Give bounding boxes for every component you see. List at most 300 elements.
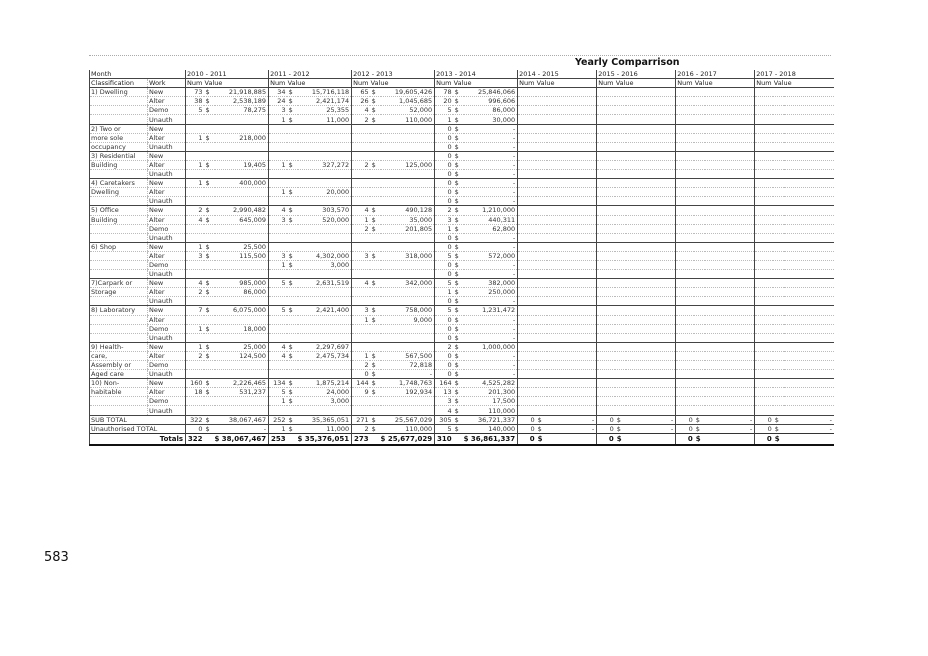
- value-cell: [298, 124, 352, 133]
- value-cell: [705, 242, 755, 251]
- currency-cell: $: [204, 133, 215, 142]
- currency-cell: [773, 388, 784, 397]
- value-cell: [298, 151, 352, 160]
- value-cell: 303,570: [298, 206, 352, 215]
- num-cell: 38: [186, 97, 204, 106]
- num-cell: [352, 260, 370, 269]
- currency-cell: [773, 88, 784, 97]
- currency-cell: $: [370, 97, 381, 106]
- value-cell: 17,500: [464, 397, 518, 406]
- value-cell: [298, 142, 352, 151]
- table-row: [90, 370, 835, 379]
- currency-cell: $: [204, 215, 215, 224]
- num-cell: 1: [269, 160, 287, 169]
- num-cell: [186, 233, 204, 242]
- currency-cell: [615, 188, 626, 197]
- value-cell: 110,000: [464, 406, 518, 415]
- value-cell: 342,000: [381, 279, 435, 288]
- currency-cell: [287, 179, 298, 188]
- num-cell: 4: [186, 215, 204, 224]
- num-cell: [352, 333, 370, 342]
- currency-cell: [773, 270, 784, 279]
- value-cell: [215, 397, 269, 406]
- value-cell: -: [215, 424, 269, 433]
- currency-cell: [773, 342, 784, 351]
- value-cell: 1,875,214: [298, 379, 352, 388]
- currency-cell: [536, 342, 547, 351]
- num-cell: [269, 179, 287, 188]
- totals-value-cell: $: [694, 433, 755, 445]
- value-cell: [784, 188, 834, 197]
- num-cell: 3: [269, 106, 287, 115]
- num-cell: [676, 151, 694, 160]
- num-cell: 0: [597, 424, 615, 433]
- currency-cell: [773, 288, 784, 297]
- currency-cell: [615, 370, 626, 379]
- num-cell: [269, 124, 287, 133]
- currency-cell: [204, 151, 215, 160]
- num-cell: [518, 324, 536, 333]
- num-cell: [269, 288, 287, 297]
- currency-cell: [370, 397, 381, 406]
- table-row: [90, 179, 835, 188]
- value-cell: 996,606: [464, 97, 518, 106]
- num-cell: [755, 388, 773, 397]
- num-cell: [676, 361, 694, 370]
- value-cell: 124,500: [215, 351, 269, 360]
- value-cell: [381, 260, 435, 269]
- classification-header: Classification: [90, 79, 148, 88]
- currency-cell: $: [536, 424, 547, 433]
- num-cell: [186, 115, 204, 124]
- value-cell: 2,631,519: [298, 279, 352, 288]
- num-cell: [518, 370, 536, 379]
- num-cell: [676, 388, 694, 397]
- currency-cell: [287, 233, 298, 242]
- currency-cell: [773, 324, 784, 333]
- currency-cell: $: [453, 361, 464, 370]
- num-cell: 73: [186, 88, 204, 97]
- num-cell: [755, 124, 773, 133]
- num-cell: [597, 388, 615, 397]
- currency-cell: [773, 397, 784, 406]
- currency-cell: [773, 160, 784, 169]
- value-cell: -: [464, 233, 518, 242]
- currency-cell: [287, 324, 298, 333]
- num-cell: [597, 270, 615, 279]
- num-cell: 160: [186, 379, 204, 388]
- currency-cell: $: [370, 388, 381, 397]
- currency-cell: [370, 297, 381, 306]
- num-cell: [186, 224, 204, 233]
- classification-cell: 4) Caretakers: [90, 179, 148, 188]
- num-cell: [755, 97, 773, 106]
- currency-cell: [694, 124, 705, 133]
- currency-cell: [694, 160, 705, 169]
- currency-cell: [204, 197, 215, 206]
- currency-cell: [773, 206, 784, 215]
- table-row: [90, 106, 835, 115]
- classification-cell: care,: [90, 351, 148, 360]
- currency-cell: [287, 224, 298, 233]
- currency-cell: [536, 379, 547, 388]
- value-cell: [784, 306, 834, 315]
- num-cell: 1: [186, 133, 204, 142]
- currency-cell: [370, 288, 381, 297]
- value-cell: 110,000: [381, 115, 435, 124]
- num-cell: [676, 279, 694, 288]
- currency-cell: [615, 197, 626, 206]
- totals-row: [90, 433, 835, 445]
- value-cell: [626, 370, 676, 379]
- value-cell: [215, 270, 269, 279]
- num-cell: 5: [435, 279, 453, 288]
- value-cell: [547, 270, 597, 279]
- num-cell: 0: [352, 370, 370, 379]
- num-cell: 1: [435, 288, 453, 297]
- value-header: Value: [536, 79, 597, 88]
- currency-cell: [773, 133, 784, 142]
- currency-cell: [694, 233, 705, 242]
- num-cell: [597, 351, 615, 360]
- value-cell: -: [705, 415, 755, 424]
- value-cell: [705, 406, 755, 415]
- num-cell: [352, 133, 370, 142]
- currency-cell: [370, 142, 381, 151]
- num-cell: 0: [435, 270, 453, 279]
- num-cell: 3: [269, 215, 287, 224]
- num-cell: [755, 206, 773, 215]
- num-cell: [597, 160, 615, 169]
- num-cell: 0: [435, 242, 453, 251]
- num-cell: [269, 142, 287, 151]
- value-cell: [547, 224, 597, 233]
- num-cell: 0: [676, 424, 694, 433]
- currency-cell: [287, 197, 298, 206]
- num-cell: 1: [186, 242, 204, 251]
- num-cell: [676, 297, 694, 306]
- currency-cell: [773, 306, 784, 315]
- value-cell: 218,000: [215, 133, 269, 142]
- num-cell: 1: [269, 424, 287, 433]
- num-cell: [755, 379, 773, 388]
- currency-cell: $: [370, 206, 381, 215]
- value-cell: -: [464, 179, 518, 188]
- value-cell: [547, 388, 597, 397]
- value-cell: [626, 388, 676, 397]
- value-cell: [705, 379, 755, 388]
- value-cell: 327,272: [298, 160, 352, 169]
- table-row: [90, 170, 835, 179]
- dotted-rule: [89, 55, 831, 56]
- currency-cell: [615, 142, 626, 151]
- num-cell: [597, 397, 615, 406]
- num-cell: [676, 406, 694, 415]
- currency-cell: [694, 306, 705, 315]
- currency-cell: [536, 288, 547, 297]
- yearly-comparison-table: [89, 70, 834, 446]
- classification-cell: Assembly or: [90, 361, 148, 370]
- value-cell: -: [626, 424, 676, 433]
- value-cell: -: [464, 370, 518, 379]
- num-cell: 2: [352, 160, 370, 169]
- currency-cell: [370, 170, 381, 179]
- num-cell: 4: [269, 206, 287, 215]
- work-cell: Unauth: [148, 406, 186, 415]
- currency-cell: $: [453, 315, 464, 324]
- year-header: 2014 - 2015: [518, 70, 597, 79]
- num-cell: [269, 297, 287, 306]
- value-cell: [547, 351, 597, 360]
- currency-cell: $: [453, 370, 464, 379]
- value-cell: [705, 215, 755, 224]
- currency-cell: [615, 115, 626, 124]
- num-cell: 65: [352, 88, 370, 97]
- num-cell: 4: [352, 206, 370, 215]
- value-cell: [705, 333, 755, 342]
- currency-cell: [370, 270, 381, 279]
- value-cell: [705, 197, 755, 206]
- value-cell: [705, 160, 755, 169]
- num-cell: 0: [518, 424, 536, 433]
- value-cell: [298, 315, 352, 324]
- value-cell: [215, 315, 269, 324]
- value-cell: 140,000: [464, 424, 518, 433]
- num-cell: 3: [352, 251, 370, 260]
- currency-cell: [536, 370, 547, 379]
- totals-num-cell: 310: [435, 433, 453, 445]
- num-cell: [597, 106, 615, 115]
- currency-cell: [536, 251, 547, 260]
- work-cell: Alter: [148, 188, 186, 197]
- value-cell: [547, 133, 597, 142]
- value-cell: [547, 197, 597, 206]
- num-cell: [186, 270, 204, 279]
- value-cell: [784, 315, 834, 324]
- currency-cell: $: [204, 179, 215, 188]
- currency-cell: $: [453, 142, 464, 151]
- num-cell: [186, 142, 204, 151]
- currency-cell: [773, 124, 784, 133]
- value-cell: 531,237: [215, 388, 269, 397]
- value-cell: [547, 215, 597, 224]
- currency-cell: [615, 397, 626, 406]
- num-cell: [755, 288, 773, 297]
- num-cell: [518, 215, 536, 224]
- num-cell: [755, 279, 773, 288]
- table-row: [90, 333, 835, 342]
- num-cell: [518, 179, 536, 188]
- classification-cell: [90, 315, 148, 324]
- currency-cell: [536, 97, 547, 106]
- currency-cell: [615, 106, 626, 115]
- num-cell: 134: [269, 379, 287, 388]
- num-header: Num: [756, 79, 772, 88]
- num-cell: [352, 406, 370, 415]
- num-cell: [518, 170, 536, 179]
- value-cell: [784, 97, 834, 106]
- unauthorised-total-row: [90, 424, 835, 433]
- table-row: [90, 142, 835, 151]
- currency-cell: [204, 361, 215, 370]
- year-header: 2015 - 2016: [597, 70, 676, 79]
- currency-cell: $: [287, 351, 298, 360]
- value-cell: -: [464, 142, 518, 151]
- num-cell: [755, 370, 773, 379]
- currency-cell: [287, 370, 298, 379]
- classification-cell: 3) Residential: [90, 151, 148, 160]
- table-row: [90, 251, 835, 260]
- currency-cell: $: [773, 424, 784, 433]
- currency-cell: [370, 233, 381, 242]
- table-row: [90, 297, 835, 306]
- num-cell: 4: [435, 406, 453, 415]
- currency-cell: $: [287, 397, 298, 406]
- currency-cell: $: [370, 115, 381, 124]
- work-cell: Demo: [148, 106, 186, 115]
- currency-cell: $: [453, 124, 464, 133]
- currency-cell: $: [370, 224, 381, 233]
- value-cell: 25,355: [298, 106, 352, 115]
- currency-cell: [773, 179, 784, 188]
- currency-cell: [773, 224, 784, 233]
- totals-value-cell: $: [773, 433, 834, 445]
- num-cell: [269, 170, 287, 179]
- classification-cell: [90, 197, 148, 206]
- value-cell: [626, 324, 676, 333]
- currency-cell: $: [204, 324, 215, 333]
- currency-cell: [773, 351, 784, 360]
- value-cell: [547, 333, 597, 342]
- currency-cell: [694, 133, 705, 142]
- currency-cell: [536, 351, 547, 360]
- work-cell: Alter: [148, 388, 186, 397]
- work-cell: Alter: [148, 351, 186, 360]
- work-cell: Alter: [148, 133, 186, 142]
- num-cell: [597, 260, 615, 269]
- currency-cell: $: [370, 415, 381, 424]
- work-cell: Unauth: [148, 333, 186, 342]
- classification-cell: occupancy: [90, 142, 148, 151]
- num-cell: [676, 260, 694, 269]
- num-cell: 5: [435, 106, 453, 115]
- currency-cell: [773, 151, 784, 160]
- value-cell: [705, 397, 755, 406]
- currency-cell: [536, 106, 547, 115]
- totals-num-cell: 0: [597, 433, 615, 445]
- work-cell: Unauth: [148, 115, 186, 124]
- num-cell: [518, 388, 536, 397]
- num-cell: [186, 260, 204, 269]
- currency-cell: [773, 188, 784, 197]
- value-cell: [626, 124, 676, 133]
- currency-cell: [773, 142, 784, 151]
- currency-cell: [536, 179, 547, 188]
- currency-cell: [694, 179, 705, 188]
- num-cell: [186, 361, 204, 370]
- value-cell: [705, 361, 755, 370]
- currency-cell: [694, 279, 705, 288]
- num-cell: [755, 315, 773, 324]
- num-cell: [597, 170, 615, 179]
- value-cell: [705, 115, 755, 124]
- table-title: Yearly Comparrison: [575, 57, 680, 68]
- value-header: Value: [287, 79, 352, 88]
- currency-cell: [204, 297, 215, 306]
- value-cell: [705, 133, 755, 142]
- num-cell: [755, 251, 773, 260]
- value-cell: [626, 251, 676, 260]
- currency-cell: $: [453, 297, 464, 306]
- num-cell: [269, 270, 287, 279]
- value-cell: 25,000: [215, 342, 269, 351]
- currency-cell: $: [536, 415, 547, 424]
- value-cell: [784, 388, 834, 397]
- currency-cell: [615, 297, 626, 306]
- currency-cell: [615, 342, 626, 351]
- currency-cell: [773, 370, 784, 379]
- value-cell: [705, 260, 755, 269]
- value-cell: [784, 370, 834, 379]
- value-cell: 15,716,118: [298, 88, 352, 97]
- num-cell: [676, 397, 694, 406]
- currency-cell: [615, 288, 626, 297]
- currency-cell: [536, 170, 547, 179]
- num-cell: [518, 279, 536, 288]
- value-cell: [547, 361, 597, 370]
- num-cell: [676, 188, 694, 197]
- currency-cell: $: [287, 88, 298, 97]
- value-cell: [298, 324, 352, 333]
- value-cell: [626, 215, 676, 224]
- num-cell: [597, 88, 615, 97]
- value-cell: [784, 260, 834, 269]
- currency-cell: [370, 179, 381, 188]
- num-cell: 1: [186, 324, 204, 333]
- num-header: Num: [519, 79, 535, 88]
- value-cell: [215, 170, 269, 179]
- num-cell: [755, 179, 773, 188]
- num-cell: [755, 151, 773, 160]
- num-cell: 144: [352, 379, 370, 388]
- currency-cell: $: [370, 251, 381, 260]
- num-cell: [518, 124, 536, 133]
- value-cell: [626, 170, 676, 179]
- currency-cell: [615, 351, 626, 360]
- currency-cell: [694, 197, 705, 206]
- num-cell: [597, 279, 615, 288]
- value-cell: 78,275: [215, 106, 269, 115]
- value-cell: [215, 361, 269, 370]
- currency-cell: [370, 197, 381, 206]
- value-cell: -: [464, 333, 518, 342]
- value-cell: [547, 306, 597, 315]
- num-cell: [269, 406, 287, 415]
- num-cell: [597, 215, 615, 224]
- currency-cell: [694, 324, 705, 333]
- currency-cell: $: [204, 342, 215, 351]
- value-cell: 2,475,734: [298, 351, 352, 360]
- num-cell: 2: [435, 342, 453, 351]
- currency-cell: [370, 406, 381, 415]
- value-cell: 440,311: [464, 215, 518, 224]
- value-cell: [705, 351, 755, 360]
- num-cell: 2: [352, 115, 370, 124]
- value-cell: 490,128: [381, 206, 435, 215]
- currency-cell: [694, 351, 705, 360]
- num-cell: [518, 97, 536, 106]
- currency-cell: [204, 188, 215, 197]
